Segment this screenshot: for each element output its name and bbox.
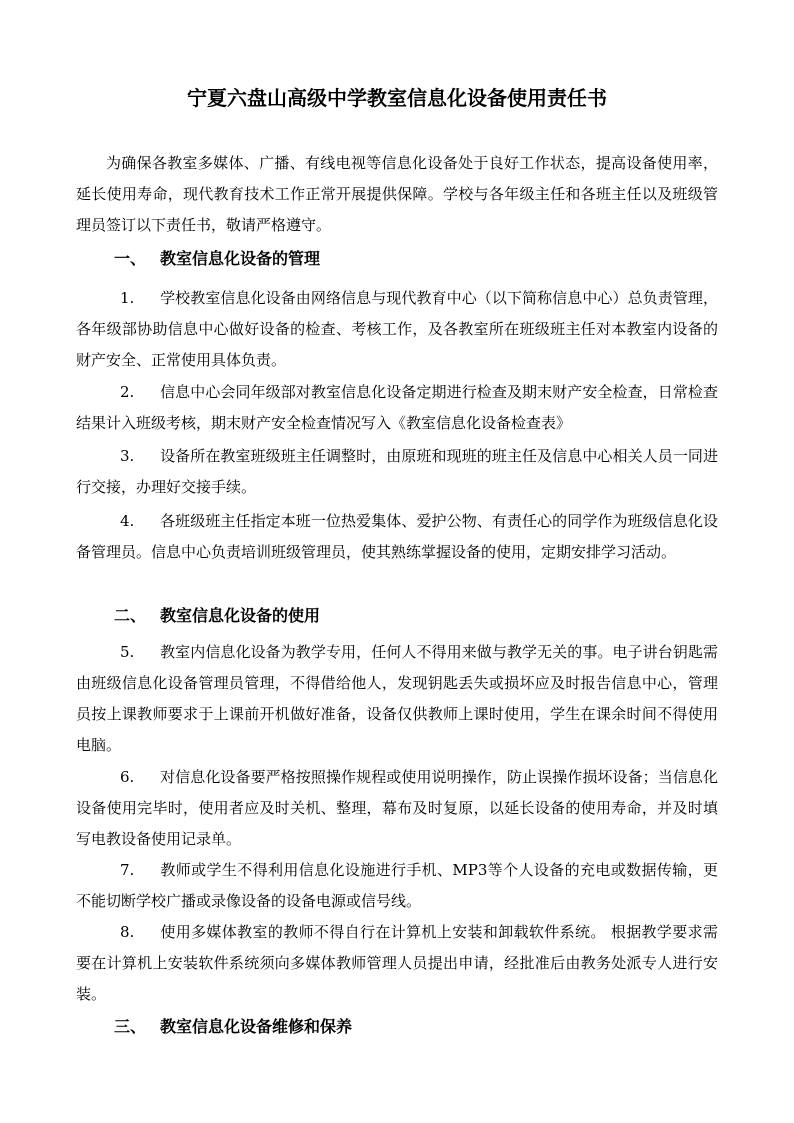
- item-number: 3.: [120, 447, 135, 465]
- list-item-2: [76, 377, 718, 439]
- item-text: 设备所在教室班级班主任调整时，由原班和现班的班主任及信息中心相关人员一同进行交接，办理好交接手续。: [76, 447, 718, 496]
- section-heading-1: [114, 244, 320, 274]
- item-number: 7.: [120, 861, 135, 879]
- item-number: 5.: [120, 643, 135, 661]
- item-text: 学校教室信息化设备由网络信息与现代教育中心（以下简称信息中心）总负责管理，各年级部协助信息中心做好设备的检查、考核工作，及各教室所在班级班主任对本教室内设备的财产安全、正常使用具体负责。: [76, 289, 718, 369]
- section-title: 教室信息化设备维修和保养: [160, 1017, 353, 1036]
- item-text: 教室内信息化设备为教学专用，任何人不得用来做与教学无关的事。电子讲台钥匙需由班级信息化设备管理员管理，不得借给他人，发现钥匙丢失或损坏应及时报告信息中心，管理员按上课教师要求于上课前开机做好准备，设备仅供教师上课时使用，学生在课余时间不得使用电脑。: [76, 643, 718, 754]
- item-text: 对信息化设备要严格按照操作规程或使用说明操作，防止误操作损坏设备；当信息化设备使用完毕时，使用者应及时关机、整理，幕布及时复原，以延长设备的使用寿命，并及时填写电教设备使用记录单。: [76, 768, 718, 848]
- section-number: 二、: [114, 606, 147, 625]
- list-item-7: [76, 855, 718, 917]
- list-item-6: [76, 762, 718, 855]
- section-number: 一、: [114, 249, 147, 268]
- list-item-5: [76, 637, 718, 761]
- intro-paragraph: 为确保各教室多媒体、广播、有线电视等信息化设备处于良好工作状态，提高设备使用率，延长使用寿命，现代教育技术工作正常开展提供保障。学校与各年级主任和各班主任以及班级管理员签订以下责任书，敬请严格遵守。: [76, 154, 718, 234]
- item-text: 各班级班主任指定本班一位热爱集体、爱护公物、有责任心的同学作为班级信息化设备管理员。信息中心负责培训班级管理员，使其熟练掌握设备的使用，定期安排学习活动。: [76, 512, 718, 561]
- item-number: 4.: [120, 512, 135, 530]
- section-heading-2: [114, 601, 320, 631]
- item-text: 信息中心会同年级部对教室信息化设备定期进行检查及期末财产安全检查，日常检查结果计入班级考核，期末财产安全检查情况写入《教室信息化设备检查表》: [76, 383, 718, 432]
- list-item-8: [76, 917, 718, 1010]
- section-title: 教室信息化设备的管理: [160, 249, 321, 268]
- item-number: 2.: [120, 383, 135, 401]
- item-number: 6.: [120, 768, 135, 786]
- section-heading-3: [114, 1012, 352, 1042]
- document-title: 宁夏六盘山高级中学教室信息化设备使用责任书: [187, 86, 607, 110]
- section-number: 三、: [114, 1017, 147, 1036]
- item-number: 1.: [120, 289, 135, 307]
- item-text: 使用多媒体教室的教师不得自行在计算机上安装和卸载软件系统。 根据教学要求需要在计算机上安装软件系统须向多媒体教师管理人员提出申请，经批准后由教务处派专人进行安装。: [76, 923, 718, 1003]
- list-item-4: [76, 506, 718, 568]
- section-title: 教室信息化设备的使用: [160, 606, 321, 625]
- list-item-1: [76, 283, 718, 376]
- item-number: 8.: [120, 923, 135, 941]
- item-text: 教师或学生不得利用信息化设施进行手机、MP3等个人设备的充电或数据传输，更不能切断学校广播或录像设备的设备电源或信号线。: [76, 861, 718, 910]
- list-item-3: [76, 441, 718, 503]
